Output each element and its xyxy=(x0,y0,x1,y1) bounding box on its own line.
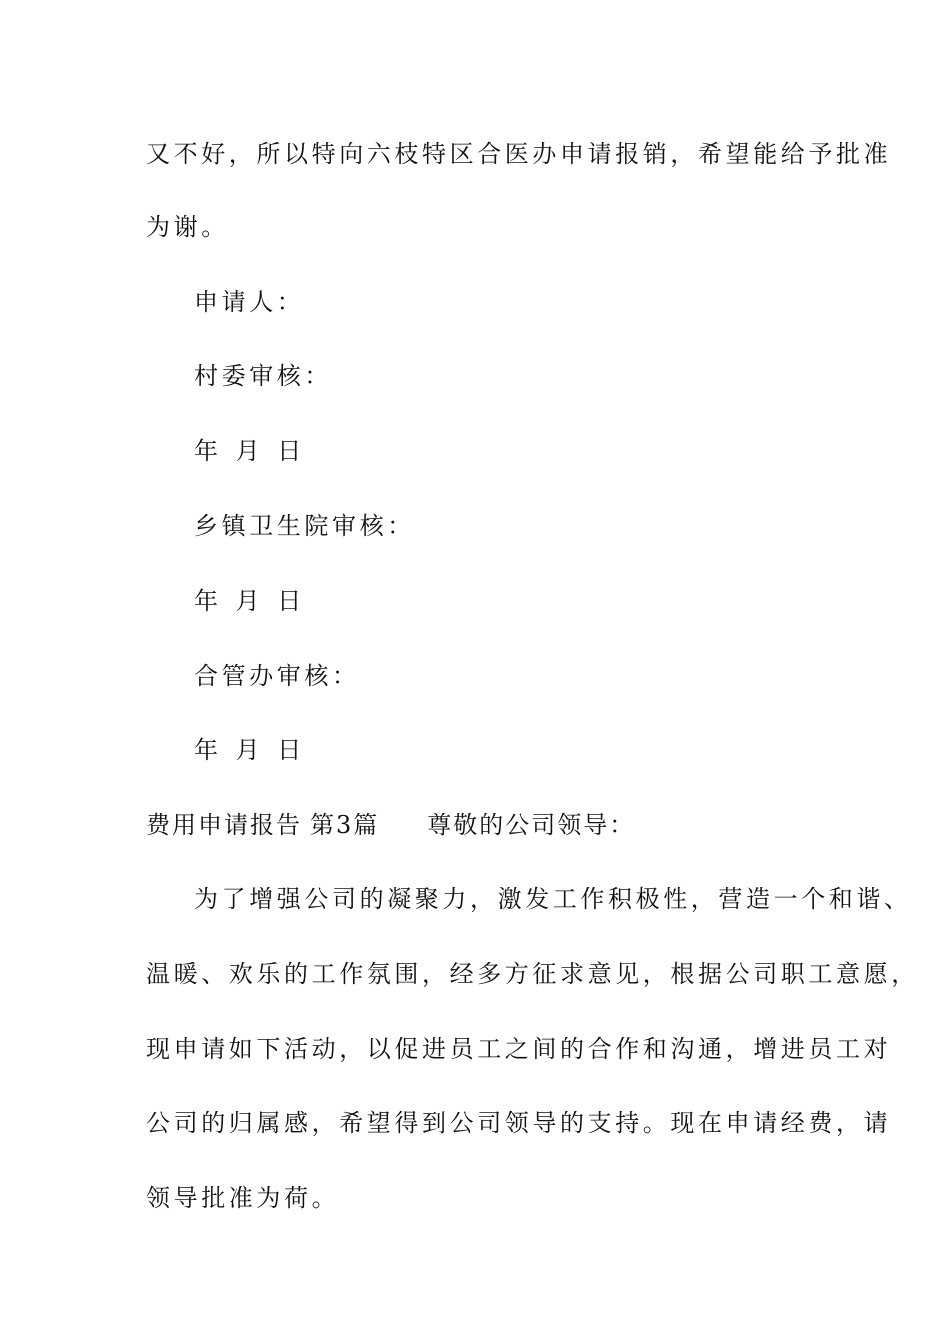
date-day: 日 xyxy=(277,587,305,615)
paragraph-line: 为了增强公司的凝聚力，激发工作积极性，营造一个和谐、 xyxy=(194,885,912,913)
date-line xyxy=(194,735,319,765)
date-line xyxy=(194,436,319,466)
date-month: 月 xyxy=(235,587,264,615)
date-line xyxy=(194,586,319,616)
date-day: 日 xyxy=(277,437,305,465)
date-month: 月 xyxy=(235,736,264,764)
date-year: 年 xyxy=(194,437,222,465)
salutation: 尊敬的公司领导： xyxy=(427,811,636,839)
hezhuban-review-label: 合管办审核： xyxy=(194,662,360,690)
paragraph-line: 为谢。 xyxy=(146,213,229,241)
paragraph-line: 领导批准为荷。 xyxy=(146,1184,340,1212)
date-day: 日 xyxy=(277,736,305,764)
date-year: 年 xyxy=(194,736,222,764)
paragraph-line: 公司的归属感，希望得到公司领导的支持。现在申请经费，请 xyxy=(146,1109,892,1137)
applicant-label: 申请人： xyxy=(194,288,305,316)
date-year: 年 xyxy=(194,587,222,615)
section-heading xyxy=(146,810,635,840)
paragraph-line: 又不好，所以特向六枝特区合医办申请报销，希望能给予批准 xyxy=(146,140,892,168)
date-month: 月 xyxy=(235,437,264,465)
paragraph-line: 现申请如下活动，以促进员工之间的合作和沟通，增进员工对 xyxy=(146,1035,892,1063)
township-review-label: 乡镇卫生院审核： xyxy=(194,512,415,540)
section-title: 费用申请报告 xyxy=(146,811,302,839)
village-review-label: 村委审核： xyxy=(194,362,332,390)
section-number: 第3篇 xyxy=(310,811,380,839)
paragraph-line: 温暖、欢乐的工作氛围，经多方征求意见，根据公司职工意愿， xyxy=(146,960,919,988)
